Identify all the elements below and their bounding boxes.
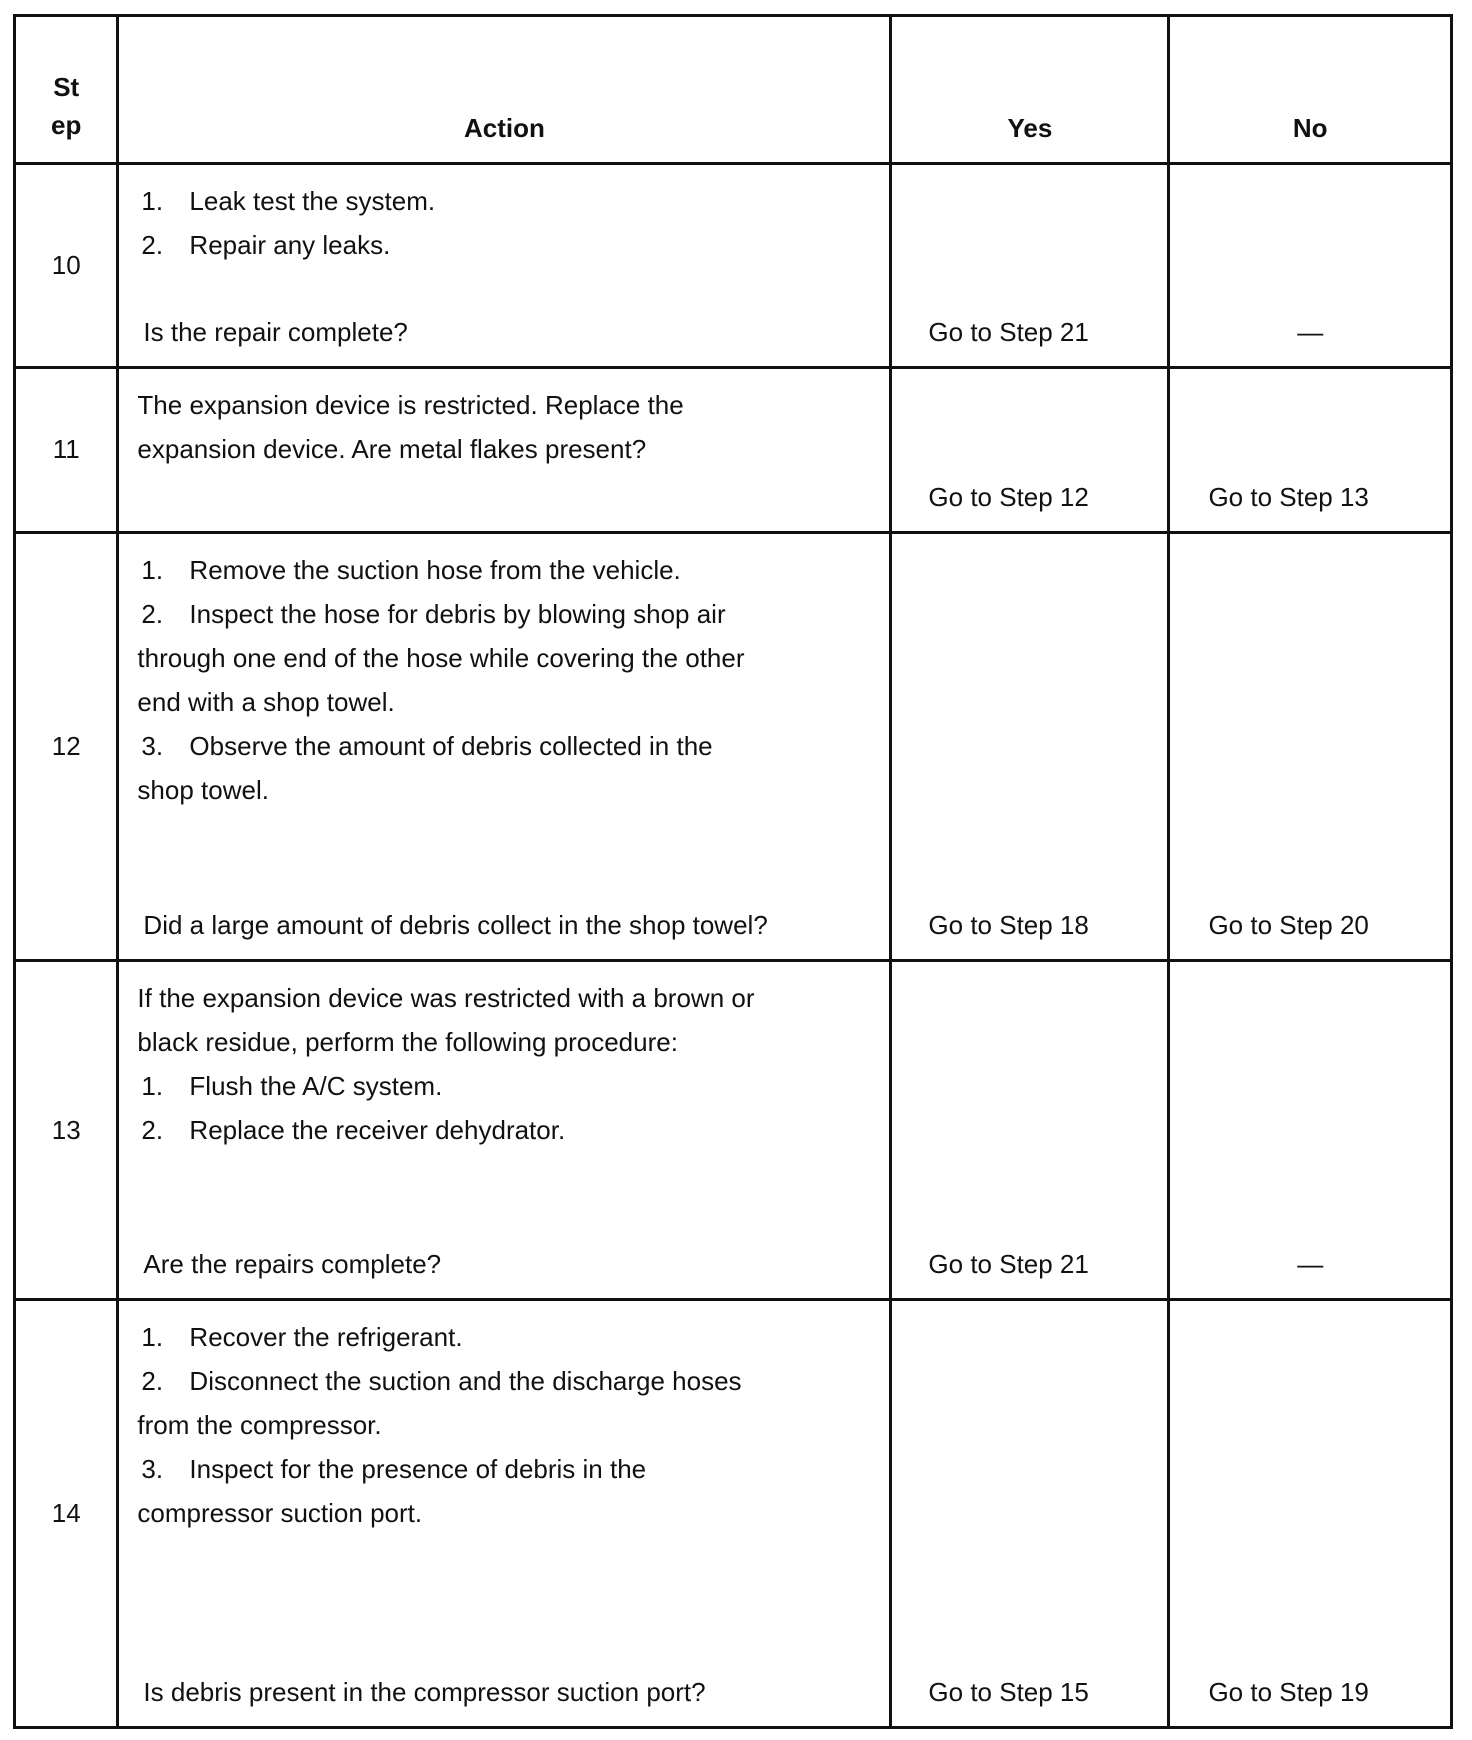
action-text: Replace the receiver dehydrator. <box>189 1115 566 1146</box>
action-question: Is debris present in the compressor suction port? <box>143 1677 706 1707</box>
action-line <box>137 427 871 471</box>
action-text: black residue, perform the following procedure: <box>137 1027 678 1058</box>
no-answer: Go to Step 20 <box>1208 910 1369 941</box>
action-text: end with a shop towel. <box>137 686 395 717</box>
action-line <box>137 636 871 680</box>
action-text: through one end of the hose while covering the other <box>137 642 745 673</box>
action-line <box>137 680 871 724</box>
action-text: compressor suction port. <box>137 1498 423 1529</box>
step-number: 10 <box>15 163 118 367</box>
yes-answer: Go to Step 12 <box>928 481 1089 512</box>
step-number: 13 <box>15 961 118 1300</box>
action-cell <box>118 532 891 961</box>
list-number: 3. <box>141 1454 164 1485</box>
no-cell <box>1169 368 1452 532</box>
yes-answer: Go to Step 21 <box>928 317 1089 348</box>
action-cell <box>118 163 891 367</box>
action-text: Observe the amount of debris collected in the <box>189 730 713 761</box>
table-row-step-10 <box>15 163 1452 367</box>
no-answer: — <box>1297 317 1324 348</box>
action-text: Recover the refrigerant. <box>189 1322 463 1353</box>
action-text: Repair any leaks. <box>189 229 391 260</box>
action-line <box>137 1359 871 1403</box>
yes-answer: Go to Step 21 <box>928 1249 1089 1280</box>
list-number: 1. <box>141 554 164 585</box>
list-number: 1. <box>141 185 164 216</box>
action-question: Are the repairs complete? <box>143 1249 442 1280</box>
action-question: Did a large amount of debris collect in the shop towel? <box>143 910 768 941</box>
list-number: 1. <box>141 1322 164 1353</box>
list-number: 1. <box>141 1071 164 1102</box>
action-text: The expansion device is restricted. Replace the <box>137 390 684 421</box>
action-line <box>137 1020 871 1064</box>
action-line <box>137 724 871 768</box>
action-line <box>137 1491 871 1535</box>
header-step-line2: ep <box>51 109 82 140</box>
list-number: 2. <box>141 1115 164 1146</box>
header-yes: Yes <box>891 16 1169 164</box>
action-line <box>137 179 871 223</box>
action-text: shop towel. <box>137 774 269 805</box>
action-line <box>137 383 871 427</box>
table-row-step-11 <box>15 368 1452 532</box>
yes-cell <box>891 368 1169 532</box>
table-row-step-12 <box>15 532 1452 961</box>
action-line <box>137 1108 871 1152</box>
no-cell <box>1169 1300 1452 1728</box>
action-text: Inspect for the presence of debris in the <box>189 1454 647 1485</box>
yes-answer: Go to Step 15 <box>928 1677 1089 1707</box>
no-cell <box>1169 163 1452 367</box>
table-row-step-13 <box>15 961 1452 1300</box>
action-text: Disconnect the suction and the discharge hoses <box>189 1366 742 1397</box>
action-cell <box>118 961 891 1300</box>
yes-cell <box>891 1300 1169 1728</box>
action-line <box>137 1315 871 1359</box>
action-text: from the compressor. <box>137 1410 382 1441</box>
yes-cell <box>891 532 1169 961</box>
list-number: 3. <box>141 730 164 761</box>
action-line <box>137 1064 871 1108</box>
list-number: 2. <box>141 229 164 260</box>
action-line <box>137 548 871 592</box>
action-text: If the expansion device was restricted with a brown or <box>137 983 755 1014</box>
list-number: 2. <box>141 1366 164 1397</box>
action-text: Remove the suction hose from the vehicle. <box>189 554 681 585</box>
no-cell <box>1169 961 1452 1300</box>
action-cell <box>118 368 891 532</box>
action-cell <box>118 1300 891 1728</box>
no-cell <box>1169 532 1452 961</box>
no-answer: Go to Step 13 <box>1208 481 1369 512</box>
action-line <box>137 223 871 267</box>
action-line <box>137 592 871 636</box>
action-question: Is the repair complete? <box>143 317 408 348</box>
yes-cell <box>891 163 1169 367</box>
step-number: 12 <box>15 532 118 961</box>
step-number: 11 <box>15 368 118 532</box>
header-step <box>15 16 118 164</box>
action-line <box>137 1447 871 1491</box>
header-no: No <box>1169 16 1452 164</box>
yes-cell <box>891 961 1169 1300</box>
header-row <box>15 16 1452 164</box>
step-number: 14 <box>15 1300 118 1728</box>
no-answer: — <box>1297 1249 1324 1280</box>
diagnostic-table <box>13 14 1453 1729</box>
table-row-step-14 <box>15 1300 1452 1728</box>
header-step-line1: St <box>53 71 80 102</box>
action-text: expansion device. Are metal flakes present? <box>137 434 647 465</box>
action-text: Inspect the hose for debris by blowing shop air <box>189 598 726 629</box>
action-line <box>137 768 871 812</box>
action-text: Leak test the system. <box>189 185 436 216</box>
action-text: Flush the A/C system. <box>189 1071 443 1102</box>
header-action: Action <box>118 16 891 164</box>
action-line <box>137 976 871 1020</box>
action-line <box>137 1403 871 1447</box>
list-number: 2. <box>141 598 164 629</box>
no-answer: Go to Step 19 <box>1208 1677 1369 1707</box>
yes-answer: Go to Step 18 <box>928 910 1089 941</box>
